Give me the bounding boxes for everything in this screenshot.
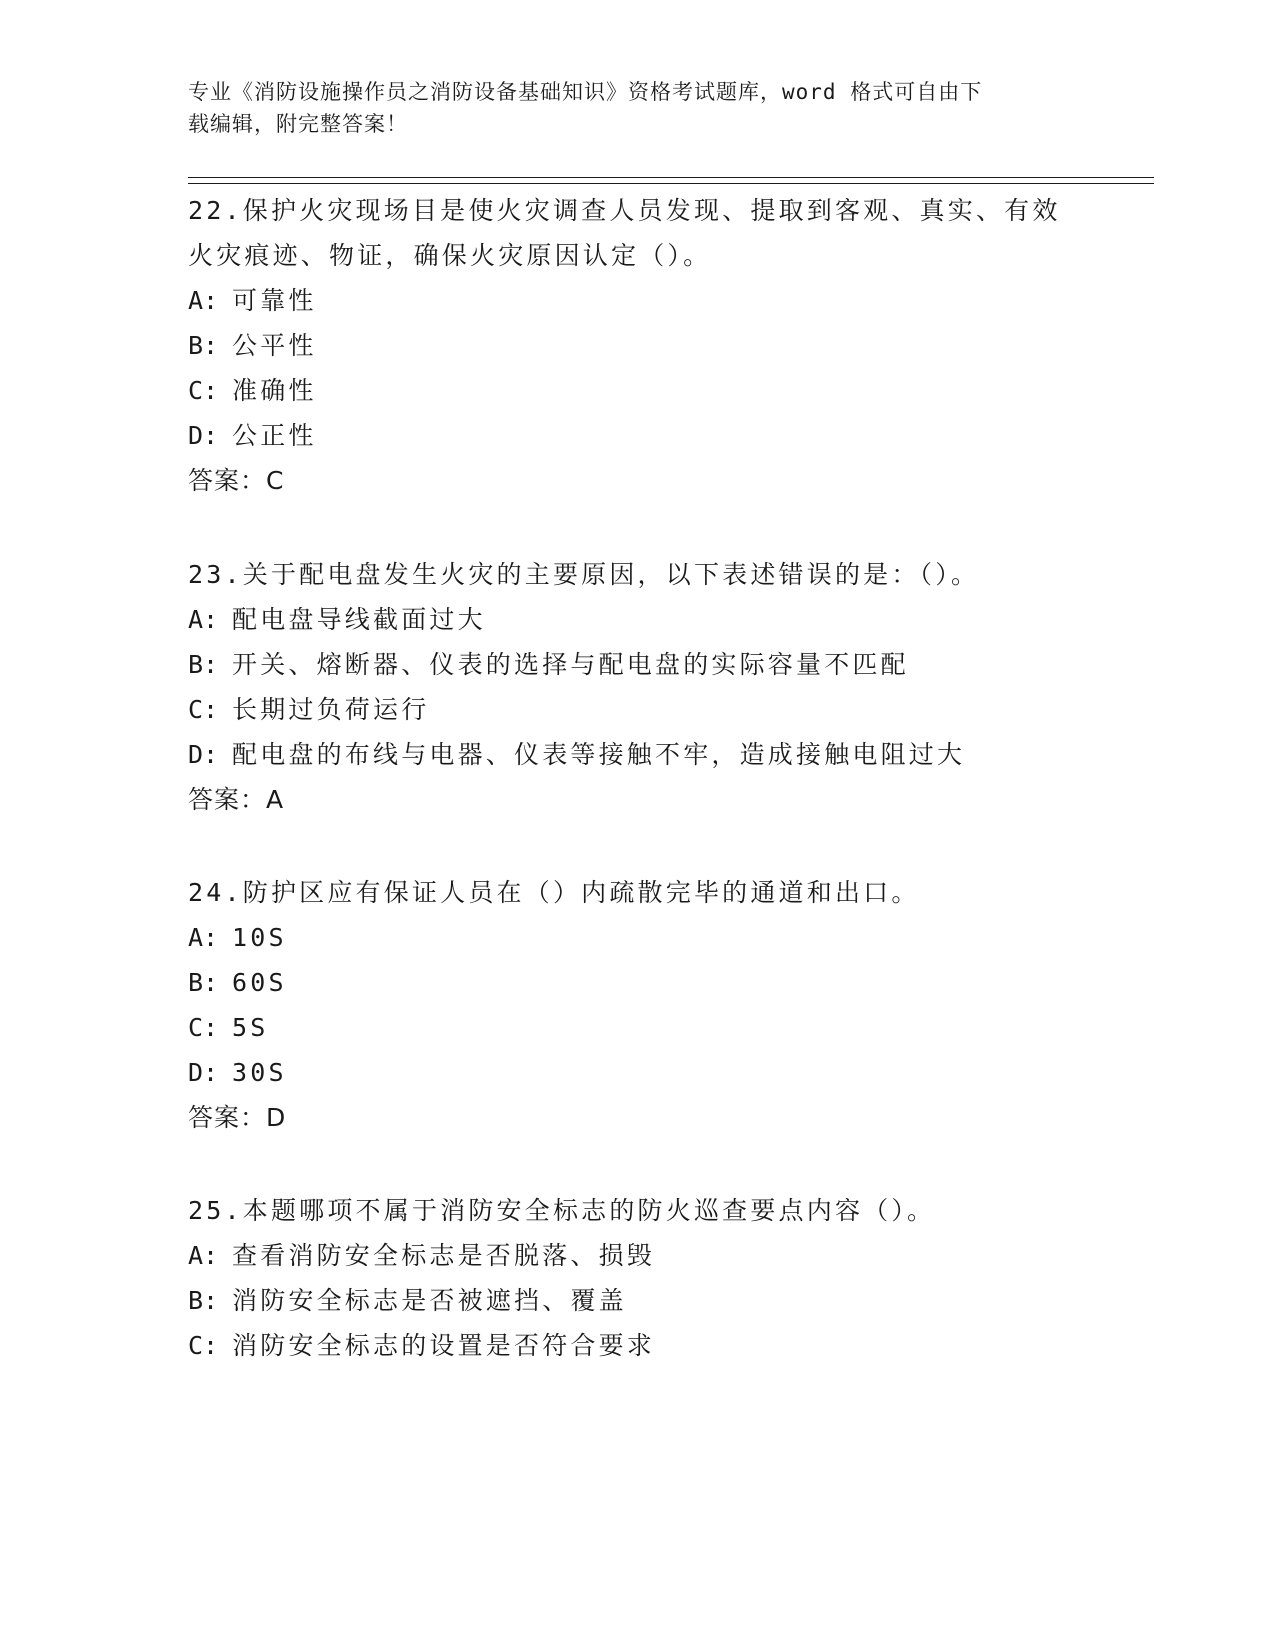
option-a xyxy=(188,278,1088,323)
option-b xyxy=(188,642,1088,687)
option-letter: B: xyxy=(188,1286,219,1315)
question-22 xyxy=(188,188,1088,503)
answer: 答案：D xyxy=(188,1103,287,1132)
option-c xyxy=(188,1005,1088,1050)
option-text: 配电盘导线截面过大 xyxy=(232,605,486,634)
option-letter: C: xyxy=(188,1331,219,1360)
document-header xyxy=(188,76,1068,140)
header-line-1: 专业《消防设施操作员之消防设备基础知识》资格考试题库，word 格式可自由下 xyxy=(188,80,983,104)
option-letter: A: xyxy=(188,923,219,952)
question-stem: 23.关于配电盘发生火灾的主要原因，以下表述错误的是：（）。 xyxy=(188,560,980,589)
option-text: 30S xyxy=(232,1058,287,1087)
option-text: 10S xyxy=(232,923,287,952)
option-letter: C: xyxy=(188,695,219,724)
option-text: 查看消防安全标志是否脱落、损毁 xyxy=(232,1241,656,1270)
option-letter: C: xyxy=(188,1013,219,1042)
question-23 xyxy=(188,552,1088,822)
answer: 答案：A xyxy=(188,785,285,814)
option-d xyxy=(188,732,1088,777)
option-c xyxy=(188,368,1088,413)
option-letter: A: xyxy=(188,1241,219,1270)
option-a xyxy=(188,597,1088,642)
option-text: 5S xyxy=(232,1013,269,1042)
option-d xyxy=(188,413,1088,458)
option-letter: C: xyxy=(188,376,219,405)
option-b xyxy=(188,960,1088,1005)
question-stem: 25.本题哪项不属于消防安全标志的防火巡查要点内容（）。 xyxy=(188,1196,936,1225)
option-a xyxy=(188,915,1088,960)
option-letter: B: xyxy=(188,331,219,360)
header-divider-top xyxy=(188,177,1154,178)
option-text: 配电盘的布线与电器、仪表等接触不牢，造成接触电阻过大 xyxy=(232,740,966,769)
option-text: 公正性 xyxy=(232,421,317,450)
option-text: 消防安全标志的设置是否符合要求 xyxy=(232,1331,656,1360)
option-c xyxy=(188,1323,1088,1368)
option-c xyxy=(188,687,1088,732)
question-stem: 火灾痕迹、物证，确保火灾原因认定（）。 xyxy=(188,241,712,270)
option-a xyxy=(188,1233,1088,1278)
option-letter: A: xyxy=(188,605,219,634)
option-text: 公平性 xyxy=(232,331,317,360)
option-text: 长期过负荷运行 xyxy=(232,695,430,724)
option-letter: A: xyxy=(188,286,219,315)
header-divider-bottom xyxy=(188,183,1154,184)
option-letter: D: xyxy=(188,421,219,450)
option-text: 可靠性 xyxy=(232,286,317,315)
answer: 答案：C xyxy=(188,466,285,495)
option-letter: D: xyxy=(188,740,219,769)
option-b xyxy=(188,323,1088,368)
option-text: 准确性 xyxy=(232,376,317,405)
option-text: 消防安全标志是否被遮挡、覆盖 xyxy=(232,1286,627,1315)
option-d xyxy=(188,1050,1088,1095)
header-line-2: 载编辑，附完整答案！ xyxy=(188,112,408,136)
option-letter: B: xyxy=(188,650,219,679)
question-25 xyxy=(188,1188,1088,1368)
question-stem: 22.保护火灾现场目是使火灾调查人员发现、提取到客观、真实、有效 xyxy=(188,196,1061,225)
option-b xyxy=(188,1278,1088,1323)
option-text: 开关、熔断器、仪表的选择与配电盘的实际容量不匹配 xyxy=(232,650,909,679)
option-letter: D: xyxy=(188,1058,219,1087)
question-stem: 24.防护区应有保证人员在（）内疏散完毕的通道和出口。 xyxy=(188,878,920,907)
option-letter: B: xyxy=(188,968,219,997)
question-24 xyxy=(188,870,1088,1140)
option-text: 60S xyxy=(232,968,287,997)
